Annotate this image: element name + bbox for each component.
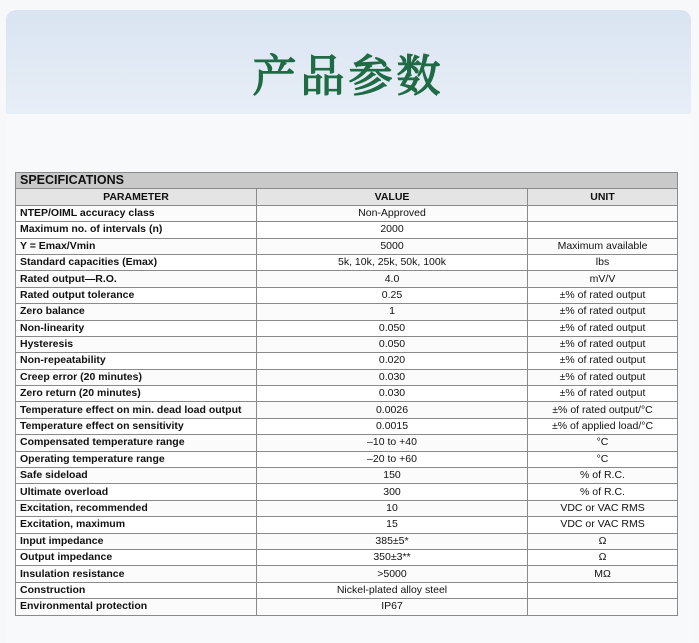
parameter-cell: Excitation, recommended xyxy=(16,500,257,516)
parameter-cell: Standard capacities (Emax) xyxy=(16,254,257,270)
value-cell: 0.050 xyxy=(257,336,528,352)
parameter-cell: Zero return (20 minutes) xyxy=(16,386,257,402)
value-cell: 0.25 xyxy=(257,287,528,303)
parameter-cell: Temperature effect on sensitivity xyxy=(16,418,257,434)
value-cell: –20 to +60 xyxy=(257,451,528,467)
table-row xyxy=(16,353,678,369)
value-cell: 1 xyxy=(257,304,528,320)
value-cell: 300 xyxy=(257,484,528,500)
unit-cell xyxy=(528,205,678,221)
unit-cell xyxy=(528,582,678,598)
table-row xyxy=(16,287,678,303)
value-cell: 5k, 10k, 25k, 50k, 100k xyxy=(257,254,528,270)
parameter-cell: Ultimate overload xyxy=(16,484,257,500)
table-row xyxy=(16,484,678,500)
table-row xyxy=(16,582,678,598)
parameter-cell: Rated output tolerance xyxy=(16,287,257,303)
value-cell: 15 xyxy=(257,517,528,533)
unit-cell: ±% of applied load/°C xyxy=(528,418,678,434)
parameter-cell: Temperature effect on min. dead load output xyxy=(16,402,257,418)
table-header-row xyxy=(16,189,678,205)
column-header-value: VALUE xyxy=(257,189,528,205)
parameter-cell: Y = Emax/Vmin xyxy=(16,238,257,254)
unit-cell: ±% of rated output xyxy=(528,320,678,336)
table-row xyxy=(16,369,678,385)
table-row xyxy=(16,500,678,516)
value-cell: 5000 xyxy=(257,238,528,254)
parameter-cell: Input impedance xyxy=(16,533,257,549)
unit-cell: ±% of rated output/°C xyxy=(528,402,678,418)
unit-cell: mV/V xyxy=(528,271,678,287)
unit-cell: VDC or VAC RMS xyxy=(528,500,678,516)
parameter-cell: Construction xyxy=(16,582,257,598)
table-row xyxy=(16,304,678,320)
table-row xyxy=(16,271,678,287)
unit-cell: ±% of rated output xyxy=(528,369,678,385)
value-cell: 0.050 xyxy=(257,320,528,336)
parameter-cell: Safe sideload xyxy=(16,468,257,484)
parameter-cell: NTEP/OIML accuracy class xyxy=(16,205,257,221)
unit-cell: °C xyxy=(528,435,678,451)
column-header-unit: UNIT xyxy=(528,189,678,205)
parameter-cell: Compensated temperature range xyxy=(16,435,257,451)
page-title: 产品参数 xyxy=(252,51,445,102)
value-cell: >5000 xyxy=(257,566,528,582)
value-cell: IP67 xyxy=(257,599,528,615)
parameter-cell: Excitation, maximum xyxy=(16,517,257,533)
table-row xyxy=(16,599,678,615)
page-header xyxy=(6,10,691,114)
unit-cell: lbs xyxy=(528,254,678,270)
table-row xyxy=(16,533,678,549)
value-cell: 0.020 xyxy=(257,353,528,369)
value-cell: 385±5* xyxy=(257,533,528,549)
table-row xyxy=(16,320,678,336)
value-cell: 0.030 xyxy=(257,386,528,402)
parameter-cell: Hysteresis xyxy=(16,336,257,352)
parameter-cell: Insulation resistance xyxy=(16,566,257,582)
unit-cell xyxy=(528,222,678,238)
table-row xyxy=(16,435,678,451)
parameter-cell: Environmental protection xyxy=(16,599,257,615)
table-row xyxy=(16,418,678,434)
table-row xyxy=(16,566,678,582)
parameter-cell: Non-linearity xyxy=(16,320,257,336)
parameter-cell: Output impedance xyxy=(16,549,257,565)
specifications-table xyxy=(15,172,678,616)
table-row xyxy=(16,238,678,254)
column-header-parameter: PARAMETER xyxy=(16,189,257,205)
table-row xyxy=(16,386,678,402)
value-cell: 10 xyxy=(257,500,528,516)
unit-cell xyxy=(528,599,678,615)
unit-cell: % of R.C. xyxy=(528,468,678,484)
unit-cell: ±% of rated output xyxy=(528,386,678,402)
unit-cell: ±% of rated output xyxy=(528,353,678,369)
table-row xyxy=(16,517,678,533)
value-cell: Non-Approved xyxy=(257,205,528,221)
value-cell: 0.0015 xyxy=(257,418,528,434)
unit-cell: Ω xyxy=(528,533,678,549)
table-row xyxy=(16,254,678,270)
table-row xyxy=(16,402,678,418)
value-cell: –10 to +40 xyxy=(257,435,528,451)
table-row xyxy=(16,468,678,484)
unit-cell: % of R.C. xyxy=(528,484,678,500)
unit-cell: ±% of rated output xyxy=(528,336,678,352)
value-cell: 0.030 xyxy=(257,369,528,385)
unit-cell: Maximum available xyxy=(528,238,678,254)
value-cell: 350±3** xyxy=(257,549,528,565)
parameter-cell: Creep error (20 minutes) xyxy=(16,369,257,385)
parameter-cell: Zero balance xyxy=(16,304,257,320)
table-row xyxy=(16,549,678,565)
unit-cell: VDC or VAC RMS xyxy=(528,517,678,533)
parameter-cell: Operating temperature range xyxy=(16,451,257,467)
parameter-cell: Rated output—R.O. xyxy=(16,271,257,287)
unit-cell: MΩ xyxy=(528,566,678,582)
value-cell: Nickel-plated alloy steel xyxy=(257,582,528,598)
value-cell: 2000 xyxy=(257,222,528,238)
unit-cell: ±% of rated output xyxy=(528,287,678,303)
table-title-row xyxy=(16,173,678,189)
unit-cell: ±% of rated output xyxy=(528,304,678,320)
value-cell: 150 xyxy=(257,468,528,484)
table-title: SPECIFICATIONS xyxy=(16,173,678,189)
unit-cell: °C xyxy=(528,451,678,467)
parameter-cell: Maximum no. of intervals (n) xyxy=(16,222,257,238)
table-row xyxy=(16,336,678,352)
value-cell: 4.0 xyxy=(257,271,528,287)
value-cell: 0.0026 xyxy=(257,402,528,418)
table-row xyxy=(16,222,678,238)
parameter-cell: Non-repeatability xyxy=(16,353,257,369)
unit-cell: Ω xyxy=(528,549,678,565)
table-row xyxy=(16,205,678,221)
table-row xyxy=(16,451,678,467)
